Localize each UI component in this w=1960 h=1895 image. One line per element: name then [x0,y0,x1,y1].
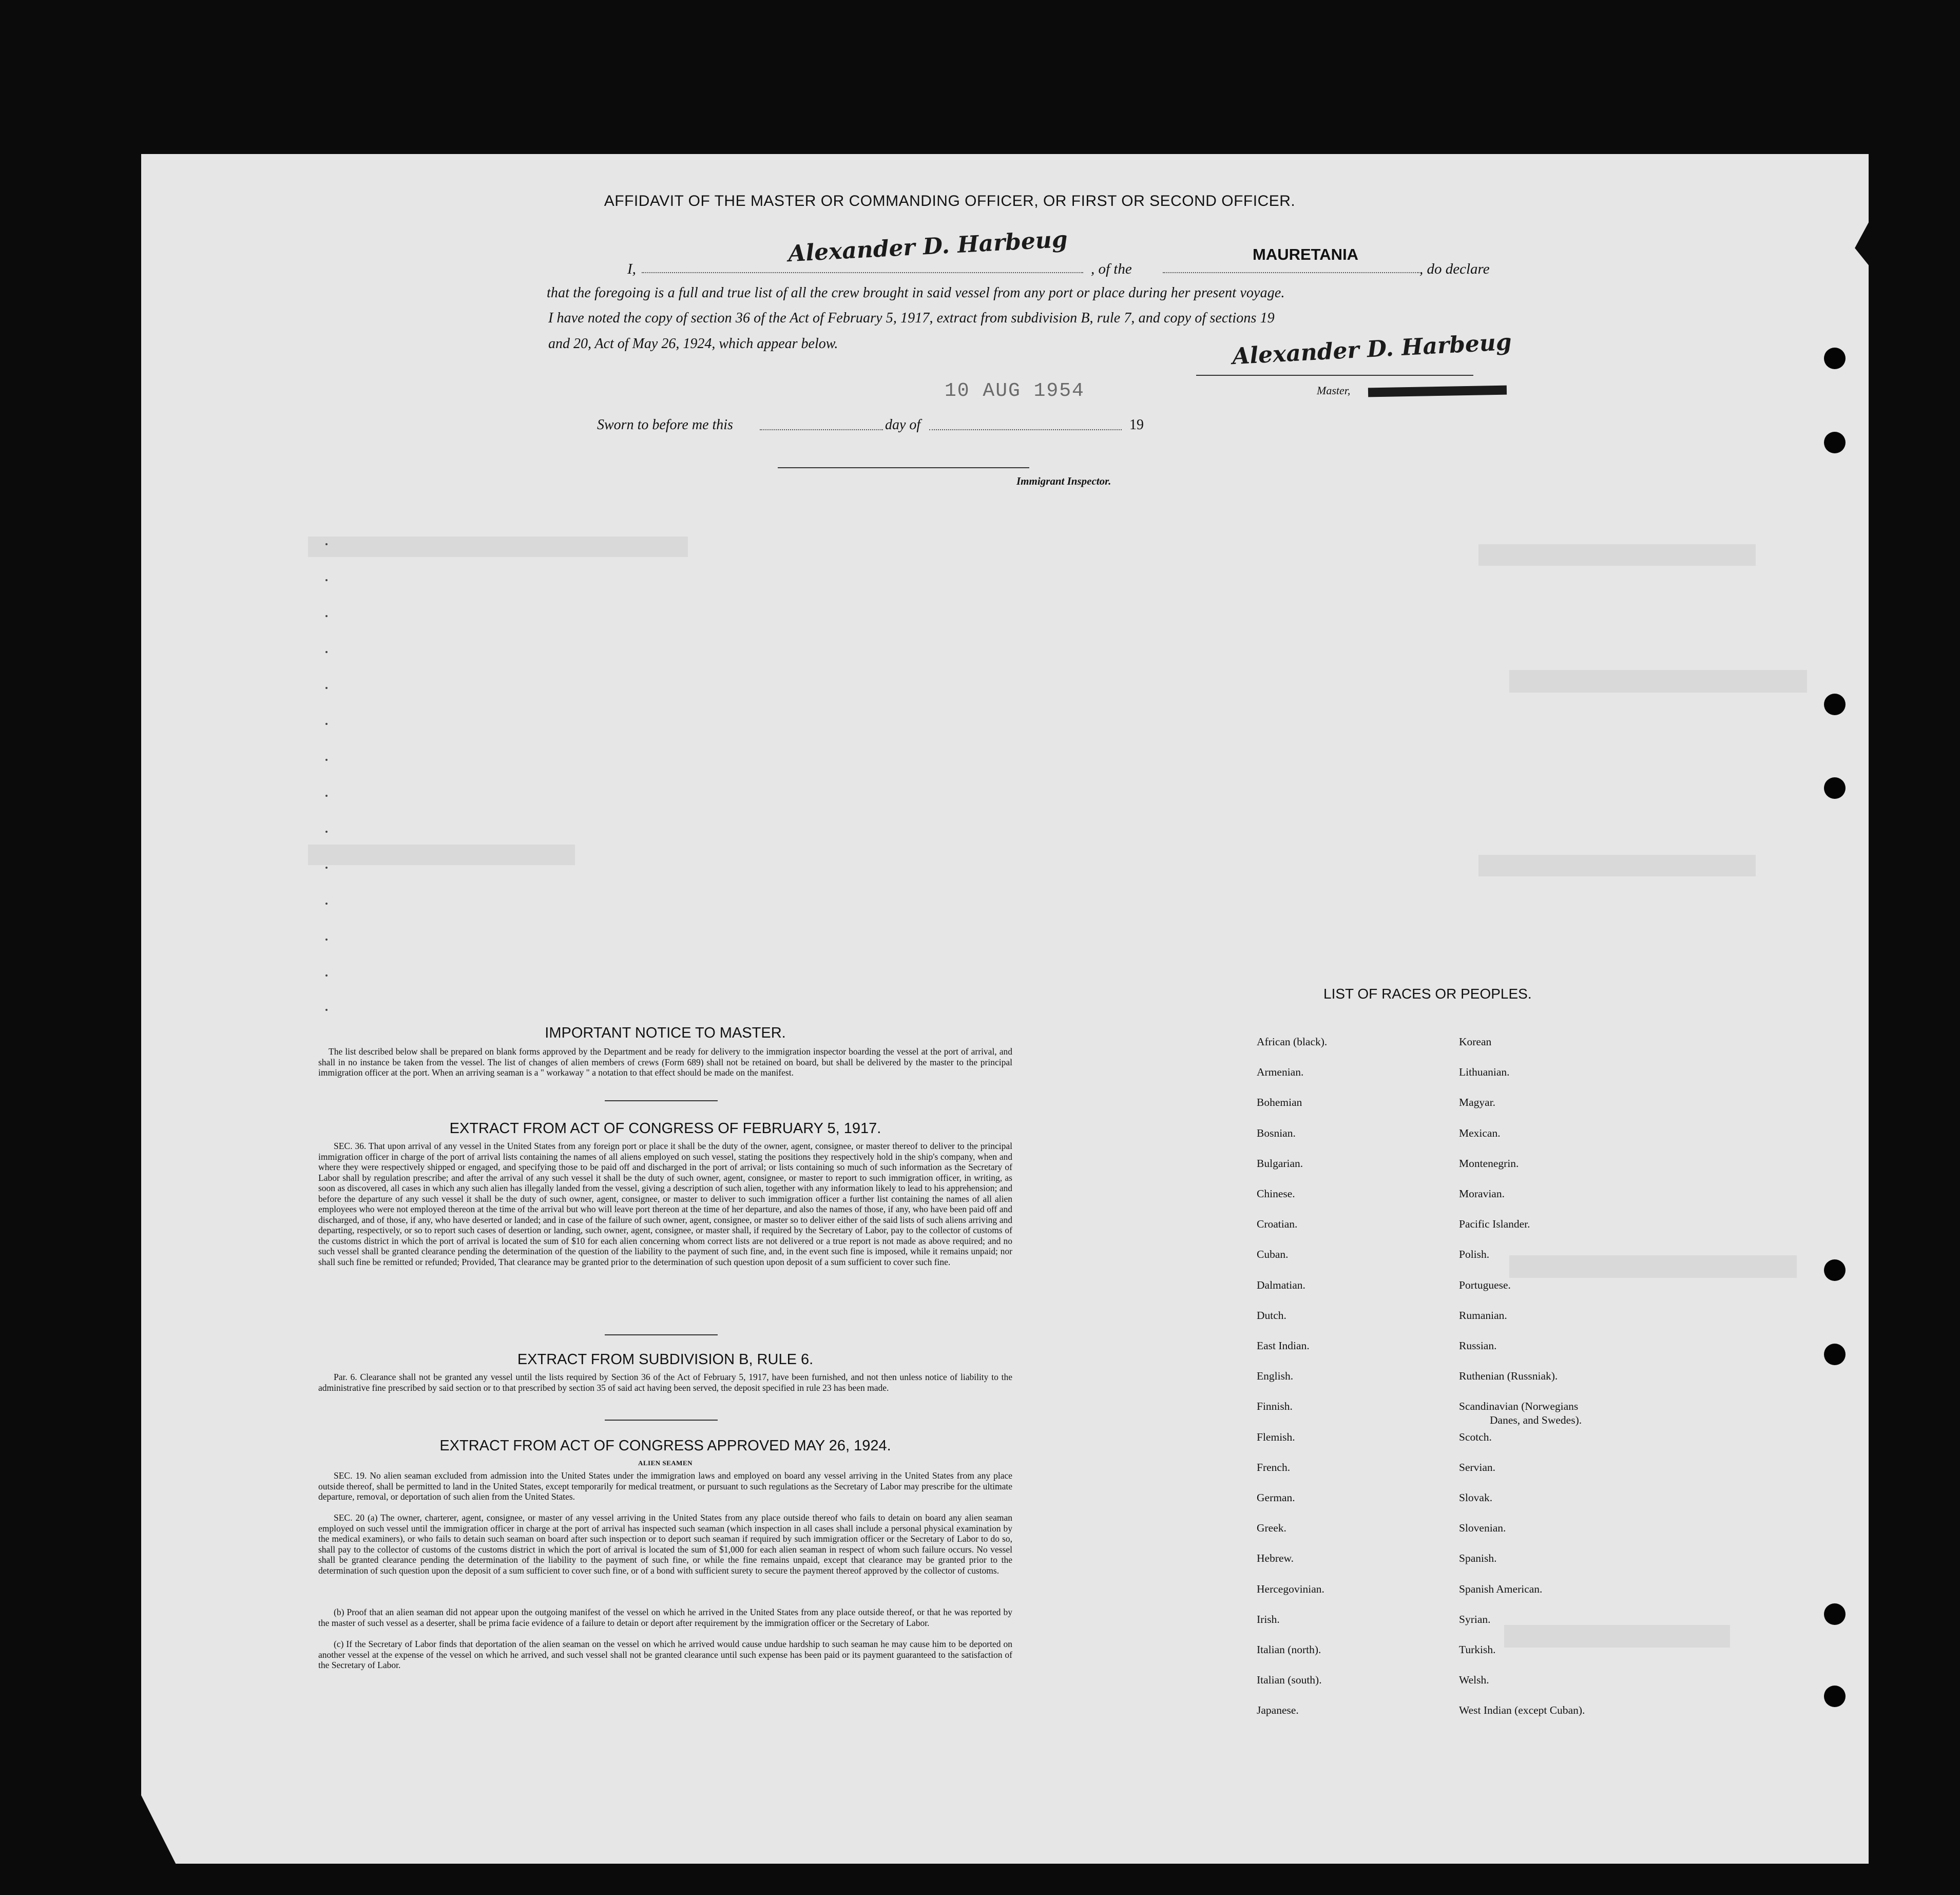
races-column-1 [1257,1027,1327,1726]
divider [605,1420,718,1421]
notice-text: The list described below shall be prepared on blank forms approved by the Department and be ready for delivery to the immigration inspector boarding the vessel at the port of arrival, and shall in no instance be taken from the vessel. The list of changes of alien members of crews (Form 689) shall not be retained on board, but shall be delivered by the master to the principal immigration officer at the port. When an arriving seaman is a " workaway " a notation to that effect should be made on the manifest. [318,1046,1012,1078]
race-item: Scotch. [1459,1430,1492,1443]
master-signature-line [1196,375,1473,376]
punch-hole [1824,1603,1846,1625]
sec20b-text: (b) Proof that an alien seaman did not appear upon the outgoing manifest of the vessel on which he arrived in the United States from any place outside thereof, or that he was reported by the master of such vessel as a deserter, shall be prima facie evidence of a failure to detain or deport after requirement by the immigration officer or the Secretary of Labor. [318,1607,1012,1628]
race-item: German. [1257,1491,1295,1504]
race-item: Russian. [1459,1339,1497,1352]
races-title: LIST OF RACES OR PEOPLES. [1323,986,1532,1002]
notice-title: IMPORTANT NOTICE TO MASTER. [545,1025,786,1041]
race-item: Polish. [1459,1248,1490,1261]
vessel-name: MAURETANIA [1253,245,1359,263]
bleed-through-band [1478,544,1756,566]
race-item: Rumanian. [1459,1309,1507,1322]
inspector-signature-line [778,467,1029,468]
race-item: Japanese. [1257,1704,1299,1717]
year-prefix: 19 [1129,417,1144,433]
race-item: Syrian. [1459,1613,1491,1625]
race-item: Bulgarian. [1257,1157,1303,1170]
race-item: Cuban. [1257,1248,1289,1261]
punch-hole [1824,348,1846,369]
race-item: Bosnian. [1257,1126,1296,1139]
race-item: Chinese. [1257,1188,1295,1200]
sworn-month-line [929,429,1122,430]
stray-dot [325,759,328,761]
divider [605,1100,718,1101]
day-of-label: day of [885,417,921,433]
race-item: Pacific Islander. [1459,1218,1530,1231]
stray-dot [325,974,328,977]
sec20a-text: SEC. 20 (a) The owner, charterer, agent, consignee, or master of any vessel arriving in the United States from any place outside thereof who fails to detain on board any alien seaman employed on such vessel until the immigration officer in charge at the port of arrival has inspected such seaman (which inspection in all cases shall include a personal physical examination by the medical examiners), or who fails to detain such seaman on board after such inspection or to deport such seaman if required by such immigration officer or the Secretary of Labor to do so, shall pay to the collector of customs of the customs district in which the port of arrival is located the sum of $1,000 for each alien seaman in respect of whom such failure occurs. No vessel shall be granted clearance pending the determination of the liability to the payment of such fine, or while the fine remains unpaid, except that clearance may be granted prior to the determination of such question upon the deposit of a sum sufficient to cover such fine, or of a bond with sufficient surety to secure the payment thereof approved by the collector of customs. [318,1513,1012,1576]
bleed-through-band [1509,670,1807,693]
extract-1917-title: EXTRACT FROM ACT OF CONGRESS OF FEBRUARY 5, 1917. [449,1120,881,1137]
affidavit-body-line2: I have noted the copy of section 36 of the Act of February 5, 1917, extract from subdivision B, rule 7, and copy of sections 19 [548,310,1275,326]
race-item: Scandinavian (Norwegians [1459,1400,1579,1413]
stray-dot [325,831,328,833]
race-item: Welsh. [1459,1674,1489,1687]
affidavit-i-label: I, [627,261,636,277]
affidavit-of-the: , of the [1091,261,1132,277]
race-item: Dalmatian. [1257,1278,1305,1291]
master-name-line [642,272,1083,273]
race-item: Finnish. [1257,1400,1293,1413]
master-label: Master, [1317,384,1351,397]
race-item: Irish. [1257,1613,1280,1625]
punch-hole [1824,777,1846,799]
punch-hole [1824,694,1846,715]
race-item: African (black). [1257,1036,1328,1048]
inspector-label: Immigrant Inspector. [1016,475,1111,487]
race-item: Italian (south). [1257,1674,1322,1687]
stray-dot [325,867,328,869]
races-column-2 [1459,1027,1585,1726]
stray-dot [325,723,328,725]
stray-dot [325,903,328,905]
race-item: East Indian. [1257,1339,1310,1352]
race-item: Hercegovinian. [1257,1582,1324,1595]
race-item: English. [1257,1370,1294,1383]
race-item: Spanish. [1459,1552,1497,1565]
race-item: Armenian. [1257,1066,1304,1079]
race-item: Mexican. [1459,1126,1501,1139]
race-item: Magyar. [1459,1096,1496,1109]
race-item: Croatian. [1257,1218,1298,1231]
race-item: Spanish American. [1459,1582,1543,1595]
stray-dot [325,651,328,653]
extract-1917-text: SEC. 36. That upon arrival of any vessel in the United States from any foreign port or place it shall be the duty of the owner, agent, consignee, or master thereof to deliver to the principal immigration officer in charge of the port of arrival lists containing the names of all aliens employed on such vessel, stating the positions they respectively hold in the ship's company, when and where they were respectively shipped or engaged, and specifying those to be paid off and discharged in the port of arrival; or lists containing so much of such information as the Secretary of Labor shall by regulation prescribe; and after the arrival of any such vessel it shall be the duty of such owner, agent, consignee, or master to report to such immigration officer, in writing, as soon as discovered, all cases in which any such alien has illegally landed from the vessel, giving a description of such alien, together with any information likely to lead to his apprehension; and before the departure of any such vessel it shall be the duty of such owner, agent, consignee, or master to deliver to such immigration officer a further list containing the names of all alien employees who were not employed thereon at the time of the arrival but who will leave port thereon at the time of her departure, and also the names of those, if any, who have been paid off and discharged, and of those, if any, who have deserted or landed; and in case of the failure of such owner, agent, consignee, or master so to deliver either of the said lists of such aliens arriving and departing, respectively, or so to report such cases of desertion or landing, such owner, agent, consignee, or master shall, if required by the Secretary of Labor, pay to the collector of customs of the customs district in which the port of arrival is located the sum of $10 for each alien concerning whom correct lists are not delivered or a true report is not made as above required; and no such vessel shall be granted clearance pending the determination of the question of the liability to the payment of such fine, and, in the event such fine is imposed, while it remains unpaid; nor shall such fine be remitted or refunded; Provided, That clearance may be granted prior to the determination of such question upon deposit of a sum sufficient to cover such fine. [318,1141,1012,1267]
race-item: Slovenian. [1459,1522,1506,1535]
alien-seamen-subtitle: ALIEN SEAMEN [638,1459,693,1467]
race-item: Ruthenian (Russniak). [1459,1370,1558,1383]
race-item: West Indian (except Cuban). [1459,1704,1585,1717]
stray-dot [325,687,328,689]
race-item: Slovak. [1459,1491,1493,1504]
bleed-through-band [308,845,575,865]
race-item: French. [1257,1461,1291,1473]
stray-dot [325,795,328,797]
punch-hole [1824,1259,1846,1281]
race-item: Dutch. [1257,1309,1286,1322]
extract-rule-text: Par. 6. Clearance shall not be granted any vessel until the lists required by Section 36 of the Act of February 5, 1917, have been furnished, and not then unless notice of liability to the administrative fine prescribed by said section or to that prescribed by section 35 of said act having been served, the deposit specified in rule 23 has been made. [318,1372,1012,1393]
date-stamp: 10 AUG 1954 [945,380,1085,402]
stray-dot [325,579,328,581]
sworn-day-line [760,429,883,430]
punch-hole [1824,1344,1846,1365]
race-item: Montenegrin. [1459,1157,1519,1170]
race-item: Greek. [1257,1522,1286,1535]
race-item: Turkish. [1459,1643,1496,1656]
extract-rule-title: EXTRACT FROM SUBDIVISION B, RULE 6. [517,1351,814,1368]
stray-dot [325,615,328,617]
stray-dot [325,543,328,545]
sec20c-text: (c) If the Secretary of Labor finds that deportation of the alien seaman on the vessel on which he arrived would cause undue hardship to such seaman he may cause him to be deported on another vessel at the expense of the vessel on which he arrived, and such vessel shall not be granted clearance until such expense has been paid or its payment guaranteed to the satisfaction of the Secretary of Labor. [318,1639,1012,1670]
sec19-text: SEC. 19. No alien seaman excluded from admission into the United States under the immigration laws and employed on board any vessel arriving in the United States from any place outside thereof, shall be permitted to land in the United States, except temporarily for medical treatment, or pursuant to such regulations as the Secretary of Labor may prescribe for the ultimate departure, removal, or deportation of such alien from the United States. [318,1470,1012,1502]
divider [605,1334,718,1335]
master-signature-2: Alexander D. Harbeug [1232,329,1512,370]
race-item: Korean [1459,1036,1492,1048]
stray-dot [325,1009,328,1011]
affidavit-body-line1: that the foregoing is a full and true list of all the crew brought in said vessel from any port or place during her present voyage. [547,285,1285,301]
race-item: Moravian. [1459,1188,1505,1200]
bleed-through-band [1478,855,1756,876]
affidavit-do-declare: , do declare [1419,261,1490,277]
race-item-continuation: Danes, and Swedes). [1490,1414,1582,1426]
race-item: Hebrew. [1257,1552,1294,1565]
affidavit-title: AFFIDAVIT OF THE MASTER OR COMMANDING OFFICER, OR FIRST OR SECOND OFFICER. [604,193,1296,209]
race-item: Bohemian [1257,1096,1302,1109]
punch-hole [1824,1686,1846,1707]
sworn-label: Sworn to before me this [597,417,733,433]
race-item: Servian. [1459,1461,1496,1473]
bleed-through-band [308,537,688,557]
punch-hole [1824,432,1846,453]
race-item: Portuguese. [1459,1278,1511,1291]
race-item: Lithuanian. [1459,1066,1510,1079]
race-item: Italian (north). [1257,1643,1321,1656]
affidavit-body-line3: and 20, Act of May 26, 1924, which appear below. [548,336,838,352]
extract-1924-title: EXTRACT FROM ACT OF CONGRESS APPROVED MAY 26, 1924. [439,1438,891,1454]
master-signature-1: Alexander D. Harbeug [787,226,1068,267]
stray-dot [325,939,328,941]
race-item: Flemish. [1257,1430,1295,1443]
vessel-line [1163,272,1419,273]
